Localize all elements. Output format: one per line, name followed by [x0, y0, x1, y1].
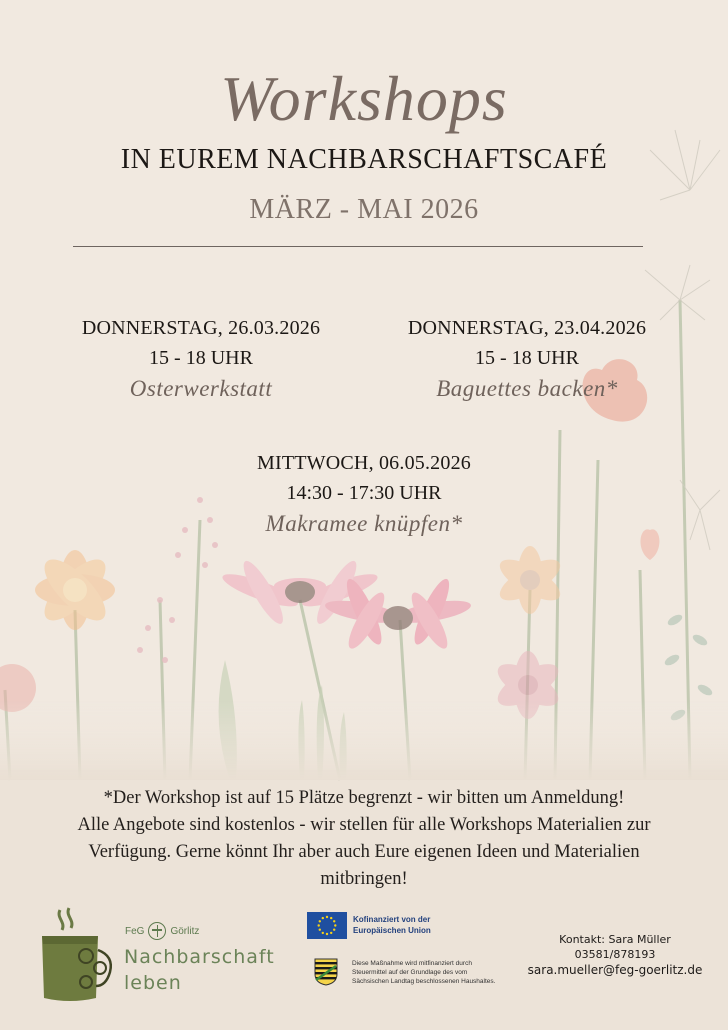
event-name: Makramee knüpfen* — [265, 511, 463, 536]
eu-funding-text — [353, 914, 431, 936]
city-label: Görlitz — [170, 925, 200, 937]
contact-block — [520, 932, 710, 979]
page-subtitle: IN EUREM NACHBARSCHAFTSCAFÉ — [120, 144, 608, 175]
footnote-line: *Der Workshop ist auf 15 Plätze begrenzt - wir bitten um Anmeldung! — [103, 788, 625, 808]
event-date: DONNERSTAG, 23.04.2026 — [407, 317, 647, 339]
event-name: Baguettes backen* — [436, 376, 618, 401]
nachbarschaft-leben-logo — [36, 900, 296, 1010]
contact-person: Kontakt: Sara Müller — [559, 933, 671, 946]
logo-name-line1: Nachbarschaft — [124, 946, 275, 968]
eu-line: Europäischen Union — [353, 926, 431, 935]
coffee-cup-icon — [36, 904, 116, 1004]
eu-line: Kofinanziert von der — [353, 915, 431, 924]
date-range: MÄRZ - MAI 2026 — [249, 194, 479, 225]
event-time: 15 - 18 UHR — [149, 347, 253, 369]
contact-email[interactable]: sara.mueller@feg-goerlitz.de — [527, 963, 703, 977]
page-title: Workshops — [220, 63, 508, 134]
event-time: 14:30 - 17:30 UHR — [286, 482, 442, 504]
feg-label: FeG — [125, 925, 145, 937]
event-time: 15 - 18 UHR — [475, 347, 579, 369]
event-baguettes-backen — [362, 313, 692, 405]
saxony-line: Steuermittel auf der Grundlage des vom — [352, 969, 468, 976]
event-date: DONNERSTAG, 26.03.2026 — [81, 317, 321, 339]
saxony-coat-of-arms-icon — [314, 958, 338, 986]
cross-icon — [148, 922, 166, 940]
saxony-line: Sächsischen Landtag beschlossenen Haushaltes. — [352, 978, 496, 985]
feg-goerlitz-mark — [125, 922, 199, 940]
footnote-line: Verfügung. Gerne könnt Ihr aber auch Eure eigenen Ideen und Materialien — [88, 842, 640, 862]
eu-flag-icon — [307, 912, 347, 939]
footnote-line: mitbringen! — [320, 869, 408, 889]
event-name: Osterwerkstatt — [129, 376, 273, 401]
header-divider — [73, 246, 643, 247]
saxony-funding-text — [352, 959, 522, 986]
event-date: MITTWOCH, 06.05.2026 — [257, 452, 471, 474]
event-osterwerkstatt — [36, 313, 366, 405]
contact-phone[interactable]: 03581/878193 — [574, 948, 656, 961]
footnote — [40, 785, 688, 893]
footnote-line: Alle Angebote sind kostenlos - wir stellen für alle Workshops Materialien zur — [77, 815, 651, 835]
event-makramee-knuepfen — [199, 448, 529, 540]
saxony-line: Diese Maßnahme wird mitfinanziert durch — [352, 960, 472, 967]
logo-name-line2: leben — [124, 972, 182, 994]
